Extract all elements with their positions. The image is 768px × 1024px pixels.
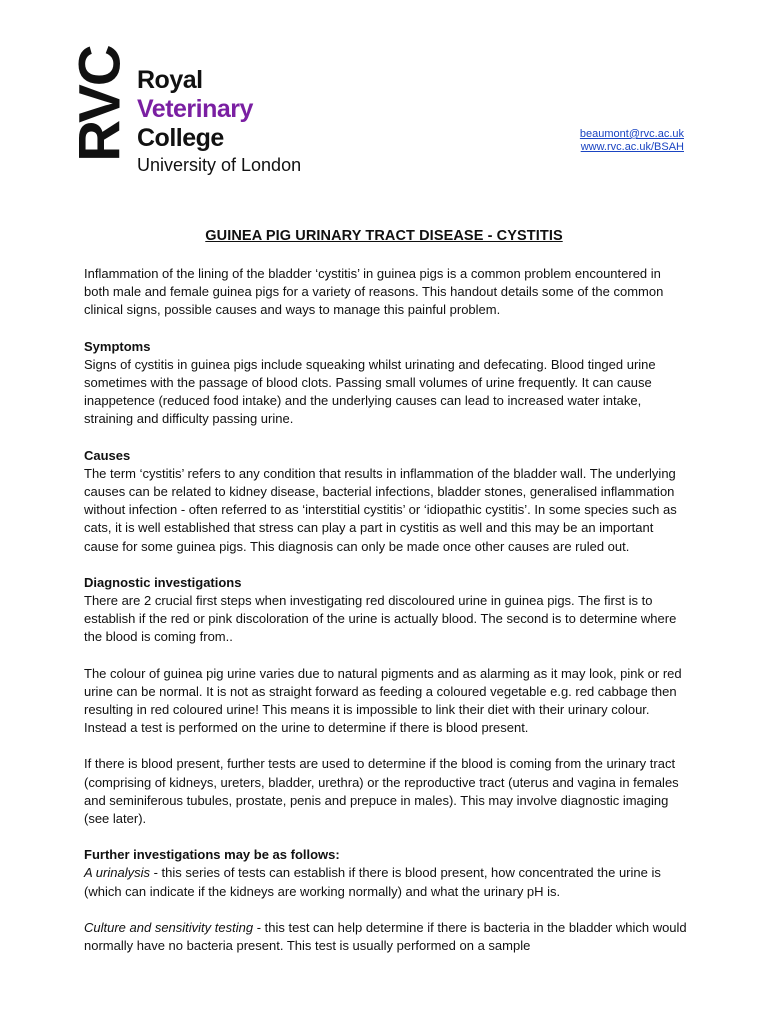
logo-line-college: College: [137, 124, 224, 152]
logo-line-veterinary: Veterinary: [137, 95, 253, 123]
document-title: GUINEA PIG URINARY TRACT DISEASE - CYSTITIS: [205, 228, 563, 244]
urinalysis-text: - this series of tests can establish if there is blood present, how concentrated the urine is (which can indicate if the kidneys are working normally) and what the urinary pH is.: [84, 865, 661, 899]
causes-section: [84, 447, 688, 556]
intro-paragraph: Inflammation of the lining of the bladder ‘cystitis’ in guinea pigs is a common problem encountered in both male and female guinea pigs for a variety of reasons. This handout details some of the common clinical signs, possible causes and ways to manage this painful problem.: [84, 266, 664, 318]
email-link[interactable]: beaumont@rvc.ac.uk: [579, 128, 684, 140]
diagnostic-section: [84, 574, 688, 647]
document-body: [84, 265, 688, 973]
further-investigations-section: [84, 846, 688, 901]
culture-paragraph: [84, 919, 688, 955]
diagnostic-heading: Diagnostic investigations: [84, 574, 242, 590]
causes-heading: Causes: [84, 447, 131, 463]
logo-line-royal: Royal: [137, 66, 203, 94]
diagnostic-paragraph: There are 2 crucial first steps when investigating red discoloured urine in guinea pigs. The first is to establish if the red or pink discoloration of the urine is actually blood. The second is to determine where the blood is coming from..: [84, 593, 677, 645]
symptoms-heading: Symptoms: [84, 338, 151, 354]
further-investigations-heading: Further investigations may be as follows:: [84, 847, 340, 863]
culture-text: - this test can help determine if there is bacteria in the bladder which would normally have no bacteria present. This test is usually performed on a sample: [84, 919, 687, 954]
urinalysis-paragraph: [84, 864, 688, 900]
logo-line-university: University of London: [137, 155, 302, 175]
rvc-logo: [68, 44, 318, 175]
rvc-logo-wordmark: [137, 66, 301, 177]
contact-block: [580, 128, 684, 154]
culture-term: Culture and sensitivity testing: [84, 919, 254, 935]
symptoms-paragraph: Signs of cystitis in guinea pigs include squeaking whilst urinating and defecating. Blood tinged urine sometimes with the passage of blood clots. Passing small volumes of urine frequently. It can cause inappetence (reduced food intake) and the underlying causes can lead to increased water intake, straining and difficulty passing urine.: [84, 356, 656, 427]
causes-paragraph: The term ‘cystitis’ refers to any condition that results in inflammation of the bladder wall. The underlying causes can be related to kidney disease, bacterial infections, bladder stones, generalised inflammation without infection - often referred to as ‘interstitial cystitis’ or ‘idiopathic cystitis’. In some species such as cats, it is well established that stress can play a part in cystitis as well and this may be an important cause for some guinea pigs. This diagnosis can only be made once other causes are ruled out.: [84, 465, 677, 554]
symptoms-section: [84, 338, 688, 429]
urinalysis-term: A urinalysis: [84, 865, 150, 881]
urine-colour-paragraph: The colour of guinea pig urine varies due to natural pigments and as alarming as it may look, pink or red urine can be normal. It is not as straight forward as feeding a coloured vegetable e.g. red cabbage then resulting in red coloured urine! This means it is impossible to link their diet with their urinary colour. Instead a test is performed on the urine to determine if there is blood present.: [84, 665, 682, 736]
website-link[interactable]: www.rvc.ac.uk/BSAH: [580, 141, 684, 153]
rvc-logo-mark: RVC: [68, 46, 134, 162]
blood-present-paragraph: If there is blood present, further tests are used to determine if the blood is coming from the urinary tract (comprising of kidneys, ureters, bladder, urethra) or the reproductive tract (uterus and vagina in females and seminiferous tubules, prostate, penis and prepuce in males). This may involve diagnostic imaging (see later).: [84, 756, 679, 827]
